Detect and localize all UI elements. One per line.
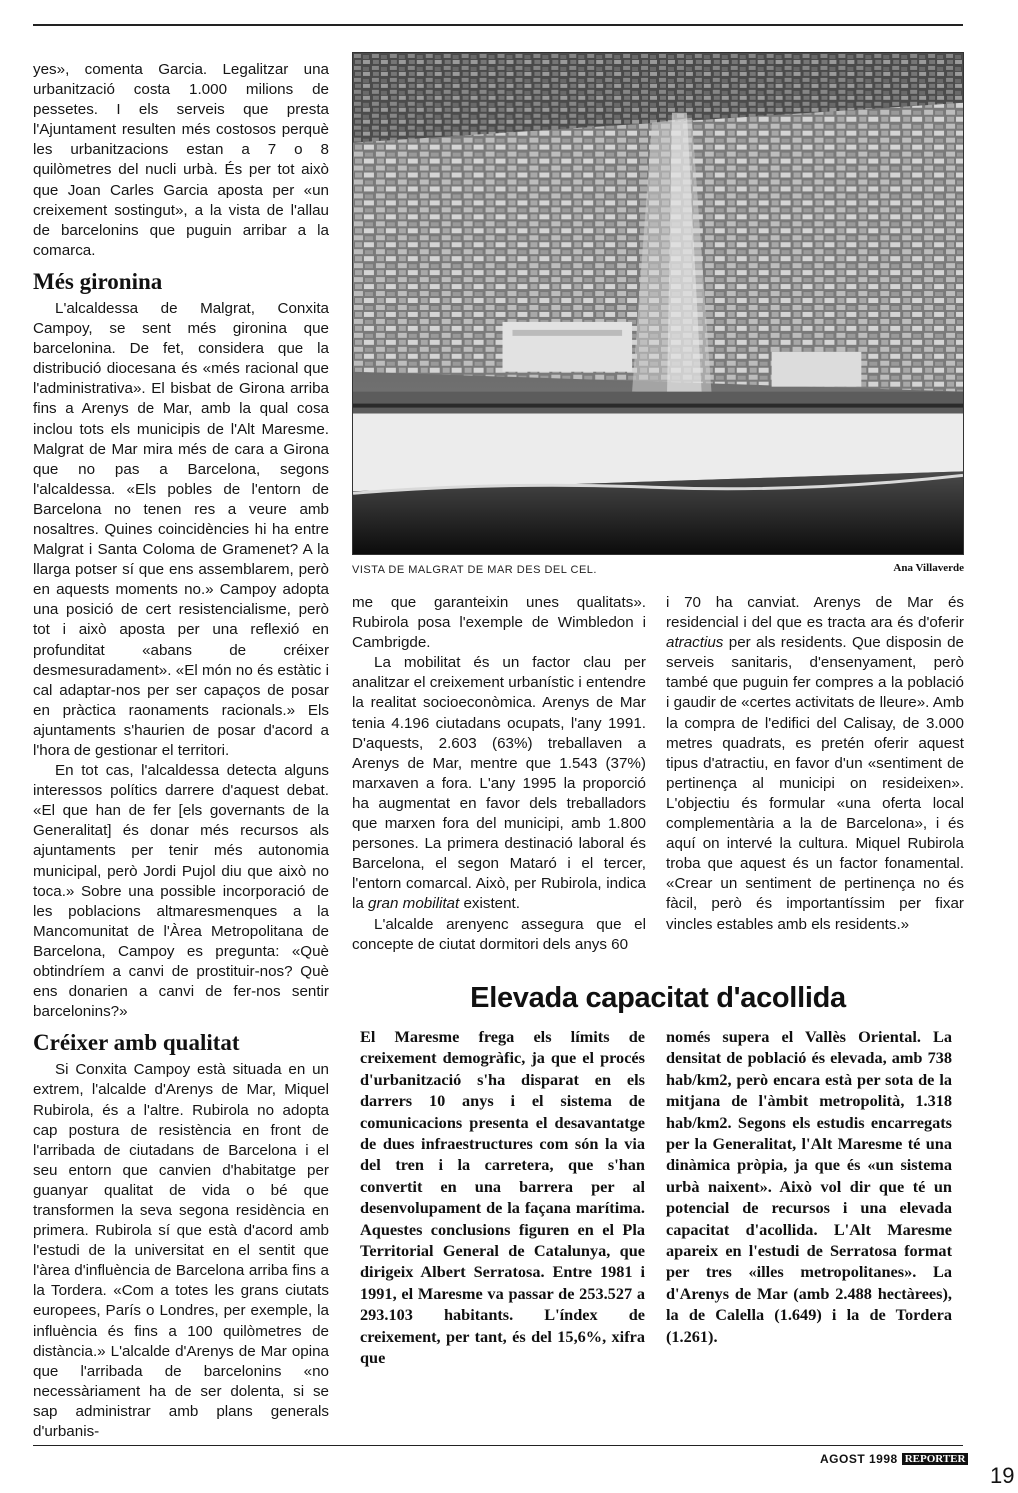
magazine-logo: REPORTER (902, 1453, 969, 1465)
paragraph: L'alcalde arenyenc assegura que el concepte de ciutat dormitori dels anys 60 (352, 915, 646, 953)
aerial-photo-illustration (353, 53, 963, 554)
bottom-rule (33, 1445, 963, 1446)
article-column-3 (666, 593, 964, 935)
paragraph: me que garanteixin unes qualitats». Rubirola posa l'exemple de Wimbledon i Cambrigde. (352, 594, 646, 652)
aerial-photo (352, 52, 964, 555)
photo-credit: Ana Villaverde (893, 562, 964, 574)
photo-caption: VISTA DE MALGRAT DE MAR DES DEL CEL. (352, 564, 597, 576)
footer-issue (820, 1452, 968, 1466)
sidebar-title: Elevada capacitat d'acollida (470, 982, 846, 1014)
page-number: 19 (990, 1463, 1015, 1488)
sidebar-paragraph: El Maresme frega els límits de creixement demogràfic, ja que el procés d'urbanització s'ha disparat en els darrers 10 anys i el sistema de comunicacions presenta el desavantatge de dues infraestructures com són la via del tren i la carretera, que s'han convertit en una barrera per al desenvolupament de la façana marítima. Aquestes conclusions figuren en el Pla Territorial General de Catalunya, que dirigeix Albert Serratosa. Entre 1981 i 1991, el Maresme va passar de 253.527 a 293.103 habitants. L'índex de creixement, per tant, és del 15,6%, xifra que (360, 1027, 645, 1368)
paragraph: L'alcaldessa de Malgrat, Conxita Campoy, se sent més gironina que barcelonina. De fet, considera que la distribució diocesana és «més racional que l'administrativa». El bisbat de Girona arriba fins a Arenys de Mar, amb la qual cosa inclou tots els municipis de l'Alt Maresme. Malgrat de Mar mira més de cara a Girona que no pas a Barcelona, segons l'alcaldessa. «Els pobles de l'entorn de Barcelona no tenen res a veure amb nosaltres. Quines coincidències hi ha entre Malgrat i Santa Coloma de Gramenet? A la llarga potser sí que ens assemblarem, però en aquests moments no.» Campoy adopta una posició de cert resistencialisme, però tot i això aposta per una reflexió en profunditat «abans de créixer desmesuradament». «El món no és estàtic i cal adaptar-nos per ser capaços de posar en pràctica raonaments racionals.» Els ajuntaments s'haurien de posar d'acord a l'hora de gestionar el territori. (33, 299, 329, 759)
paragraph: yes», comenta Garcia. Legalitzar una urbanització costa 1.000 milions de pessetes. I els serveis que presta l'Ajuntament resulten més costosos perquè les urbanitzacions estan a 7 o 8 quilòmetres del nucli urbà. És per tot això que Joan Carles Garcia aposta per «un creixement sostingut», a la vista de l'allau de barcelonins que puguin arribar a la comarca. (33, 61, 329, 259)
article-column-2 (352, 593, 646, 955)
article-column-1 (33, 60, 329, 1442)
paragraph: i 70 ha canviat. Arenys de Mar és residencial i del que es tracta ara és d'oferir atractius per als residents. Que disposin de serveis sanitaris, d'ensenyament, però també que puguin fer compres a la població i gaudir de «certes activitats de lleure». Amb la compra de l'edifici del Calisay, de 3.000 metres quadrats, es pretén oferir aquest tipus d'atractiu, en favor d'un «sentiment de pertinença al municipi on resideixen». L'objectiu és formular «una oferta local complementària a la de Barcelona», i és aquí on intervé la cultura. Miquel Rubirola troba que aquest és un factor fonamental. «Crear un sentiment de pertinença no és fàcil, però és importantíssim per fixar vincles estables amb els residents.» (666, 594, 965, 933)
sidebar-column-2 (666, 1026, 952, 1347)
sidebar-column-1 (360, 1026, 645, 1369)
subheading-mes-gironina: Més gironina (33, 268, 163, 294)
paragraph: Si Conxita Campoy està situada en un extrem, l'alcalde d'Arenys de Mar, Miquel Rubirola, és a l'altre. Rubirola no adopta cap postura de resistència en front de l'arribada de ciutadans de Barcelona i el seu entorn que canvien d'habitatge per guanyar qualitat de vida o bé que transformen la seva segona residència en primera. Rubirola sí que està d'acord amb l'estudi de la universitat en el sentit que l'àrea d'influència de Barcelona arriba fins a la Tordera. «Com a totes les grans ciutats europees, París o Londres, per exemple, la influència és fins a 100 quilòmetres de distància.» L'alcalde d'Arenys de Mar opina que l'arribada de barcelonins «no necessàriament ha de ser dolenta, si se sap administrar amb plans generals d'urbanis- (33, 1061, 329, 1440)
paragraph: En tot cas, l'alcaldessa detecta alguns interessos polítics darrere d'aquest debat. «El que han de fer [els governants de la Generalitat] és donar més recursos als ajuntaments per tenir més autonomia municipal, però Jordi Pujol diu que això no toca.» Sobre una possible incorporació de les poblacions altmaresmenques a la Mancomunitat de l'Àrea Metropolitana de Barcelona, Campoy es pregunta: «Què obtindríem a canvi de prostituir-nos? Què ens donarien a canvi de fer-nos sentir barcelonins?» (33, 762, 329, 1021)
sidebar-paragraph: només supera el Vallès Oriental. La densitat de població és elevada, amb 738 hab/km2, però encara està per sota de la mitjana de l'àmbit metropolità, 1.318 hab/km2. Segons els estudis encarregats per la Generalitat, l'Alt Maresme té una dinàmica pròpia, ja que és «un sistema urbà naixent». Això vol dir que té un potencial de recursos i una elevada capacitat d'acollida. L'Alt Maresme apareix en l'estudi de Serratosa format per tres «illes metropolitanes». La d'Arenys de Mar (amb 2.488 hectàrees), la de Calella (1.649) i la de Tordera (1.261). (666, 1027, 952, 1346)
issue-date: AGOST 1998 (820, 1452, 898, 1466)
top-rule (33, 24, 963, 26)
subheading-creixer-amb-qualitat: Créixer amb qualitat (33, 1030, 240, 1056)
paragraph: La mobilitat és un factor clau per analitzar el creixement urbanístic i entendre la realitat socioeconòmica. Arenys de Mar tenia 4.196 ciutadans ocupats, l'any 1991. D'aquests, 2.603 (63%) treballaven a Arenys de Mar, mentre que 1.543 (37%) marxaven a fora. L'any 1995 la proporció ha augmentat en favor dels treballadors que marxen fora del municipi, amb 1.800 persones. La primera destinació laboral és Barcelona, el segon Mataró i el tercer, l'entorn comarcal. Això, per Rubirola, indica la gran mobilitat existent. (352, 654, 646, 913)
